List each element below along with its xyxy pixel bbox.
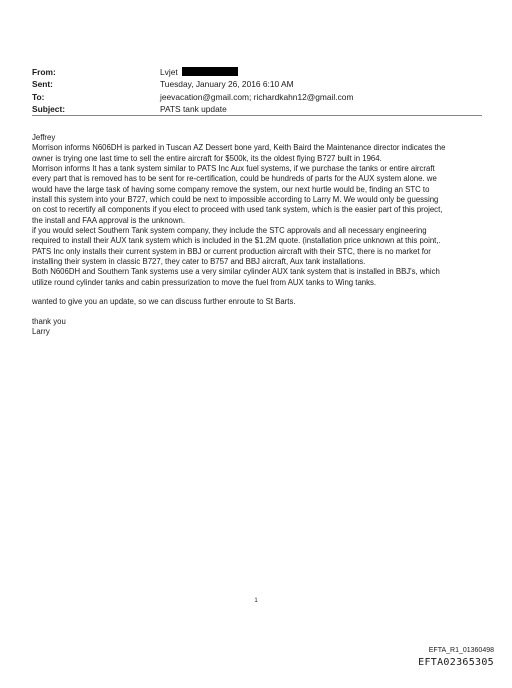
bates-stamp-small: EFTA_R1_01360498 <box>428 647 494 654</box>
paragraph-update: wanted to give you an update, so we can discuss further enroute to St Barts. <box>32 297 296 307</box>
to-row <box>32 91 482 103</box>
redaction-box <box>182 67 238 76</box>
to-label: To: <box>32 91 45 102</box>
body-line: utilize round cylinder tanks and cabin pressurization to move the fuel from AUX tanks to Wing tanks. <box>32 277 377 287</box>
body-line: Morrison informs N606DH is parked in Tuscan AZ Dessert bone yard, Keith Baird the Maintenance director indicates the <box>32 143 446 153</box>
from-label: From: <box>32 67 56 77</box>
greeting: Jeffrey <box>32 133 56 142</box>
signature: Larry <box>32 326 50 336</box>
page-number: 1 <box>254 598 258 604</box>
body-line: on cost to recertify all components if you elect to proceed with used tank system, which is the easier part of this project, <box>32 205 443 215</box>
sent-value: Tuesday, January 26, 2016 6:10 AM <box>160 79 294 90</box>
subject-row <box>32 103 482 115</box>
email-header <box>32 66 482 116</box>
body-line: the install and FAA approval is the unknown. <box>32 215 186 225</box>
from-value: Lvjet <box>160 67 178 77</box>
closing: thank you <box>32 316 66 326</box>
body-line: owner is trying one last time to sell the entire aircraft for $500k, its the oldest flying B727 built in 1964. <box>32 153 382 163</box>
to-value: jeevacation@gmail.com; richardkahn12@gmail.com <box>160 91 354 102</box>
body-line: every part that is removed has to be sent for re-certification, could be hundreds of parts for the AUX system alone. we <box>32 174 437 184</box>
body-line: if you would select Southern Tank system company, they include the STC approvals and all necessary engineering <box>32 226 427 236</box>
body-line: required to install their AUX tank system which is included in the $1.2M quote. (installation price unknown at this point,. <box>32 236 441 246</box>
email-body <box>32 133 482 337</box>
paragraph-main <box>32 143 482 288</box>
sent-row <box>32 78 482 90</box>
body-line: installing their system in classic B727, they cater to B757 and BBJ aircraft, Aux tank installations. <box>32 257 366 267</box>
body-line: PATS Inc only installs their current system in BBJ or current production aircraft with their STC, there is no market for <box>32 246 431 256</box>
header-divider <box>32 115 482 116</box>
from-row <box>32 66 482 78</box>
body-line: Both N606DH and Southern Tank systems use a very similar cylinder AUX tank system that is installed in BBJ's, which <box>32 267 440 277</box>
subject-value: PATS tank update <box>160 104 227 115</box>
body-line: install this system into your B727, which could be next to impossible according to Larry M. We would only be guessing <box>32 195 439 205</box>
body-line: Morrison informs It has a tank system similar to PATS Inc Aux fuel systems, if we purchase the tanks or entire aircraft <box>32 164 435 174</box>
body-line: would have the large task of having some company remove the system, our next hurtle would be, finding an STC to <box>32 184 430 194</box>
bates-stamp-large: EFTA02365305 <box>418 657 494 668</box>
subject-label: Subject: <box>32 104 66 115</box>
sent-label: Sent: <box>32 79 53 90</box>
